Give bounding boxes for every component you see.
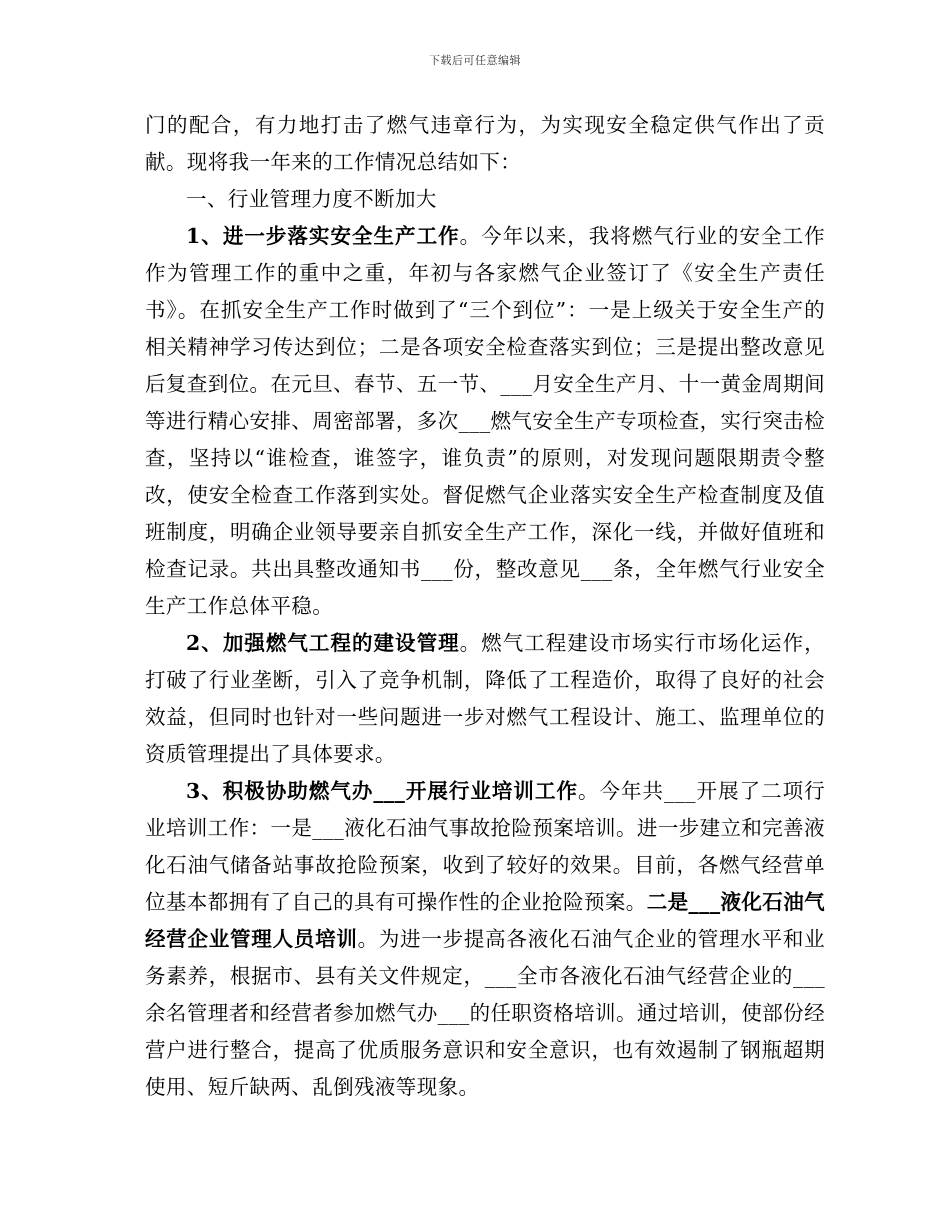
document-body	[145, 107, 825, 1106]
paragraph-construction-management	[145, 625, 825, 773]
paragraph-text: 。今年共___开展了二项行业培训工作：一是___液化石油气事故抢险预案培训。进一步建立和完善液化石油气储备站事故抢险预案，收到了较好的效果。目前，各燃气经营单位基本都拥有了自己的具有可操作性的企业抢险预案。	[145, 779, 826, 914]
section-heading	[145, 181, 825, 218]
paragraph-lead-bold: 1、进一步落实安全生产工作	[186, 224, 460, 248]
section-heading-text: 一、行业管理力度不断加大	[186, 187, 437, 211]
page-header: 下载后可任意编辑	[429, 54, 521, 67]
paragraph-safety-production	[145, 218, 825, 625]
paragraph-lead-bold: 3、积极协助燃气办___开展行业培训工作	[186, 779, 578, 803]
paragraph-text: 。今年以来，我将燃气行业的安全工作作为管理工作的重中之重，年初与各家燃气企业签订了《安全生产责任书》。在抓安全生产工作时做到了“三个到位”：一是上级关于安全生产的相关精神学习传达到位；二是各项安全检查落实到位；三是提出整改意见后复查到位。在元旦、春节、五一节、___月安全生产月、十一黄金周期间等进行精心安排、周密部署，多次___燃气安全生产专项检查，实行突击检查，坚持以“谁检查，谁签字，谁负责”的原则，对发现问题限期责令整改，使安全检查工作落到实处。督促燃气企业落实安全生产检查制度及值班制度，明确企业领导要亲自抓安全生产工作，深化一线，并做好值班和检查记录。共出具整改通知书___份，整改意见___条，全年燃气行业安全生产工作总体平稳。	[145, 224, 825, 618]
paragraph-text: 门的配合，有力地打击了燃气违章行为，为实现安全稳定供气作出了贡献。现将我一年来的工作情况总结如下：	[145, 113, 825, 174]
paragraph-inline-bold: 二是___液化石油气经营企业管理人员培训	[145, 890, 826, 951]
paragraph-text: 。燃气工程建设市场实行市场化运作，打破了行业垄断，引入了竞争机制，降低了工程造价，取得了良好的社会效益，但同时也针对一些问题进一步对燃气工程设计、施工、监理单位的资质管理提出了具体要求。	[145, 631, 825, 766]
paragraph-lead-bold: 2、加强燃气工程的建设管理	[186, 631, 460, 655]
paragraph-industry-training	[145, 773, 825, 1106]
paragraph-text: 。为进一步提高各液化石油气企业的管理水平和业务素养，根据市、县有关文件规定，___全市各液化石油气经营企业的___余名管理者和经营者参加燃气办___的任职资格培训。通过培训，使部份经营户进行整合，提高了优质服务意识和安全意识，也有效遏制了钢瓶超期使用、短斤缺两、乱倒残液等现象。	[145, 927, 825, 1099]
paragraph-intro-continuation	[145, 107, 825, 181]
